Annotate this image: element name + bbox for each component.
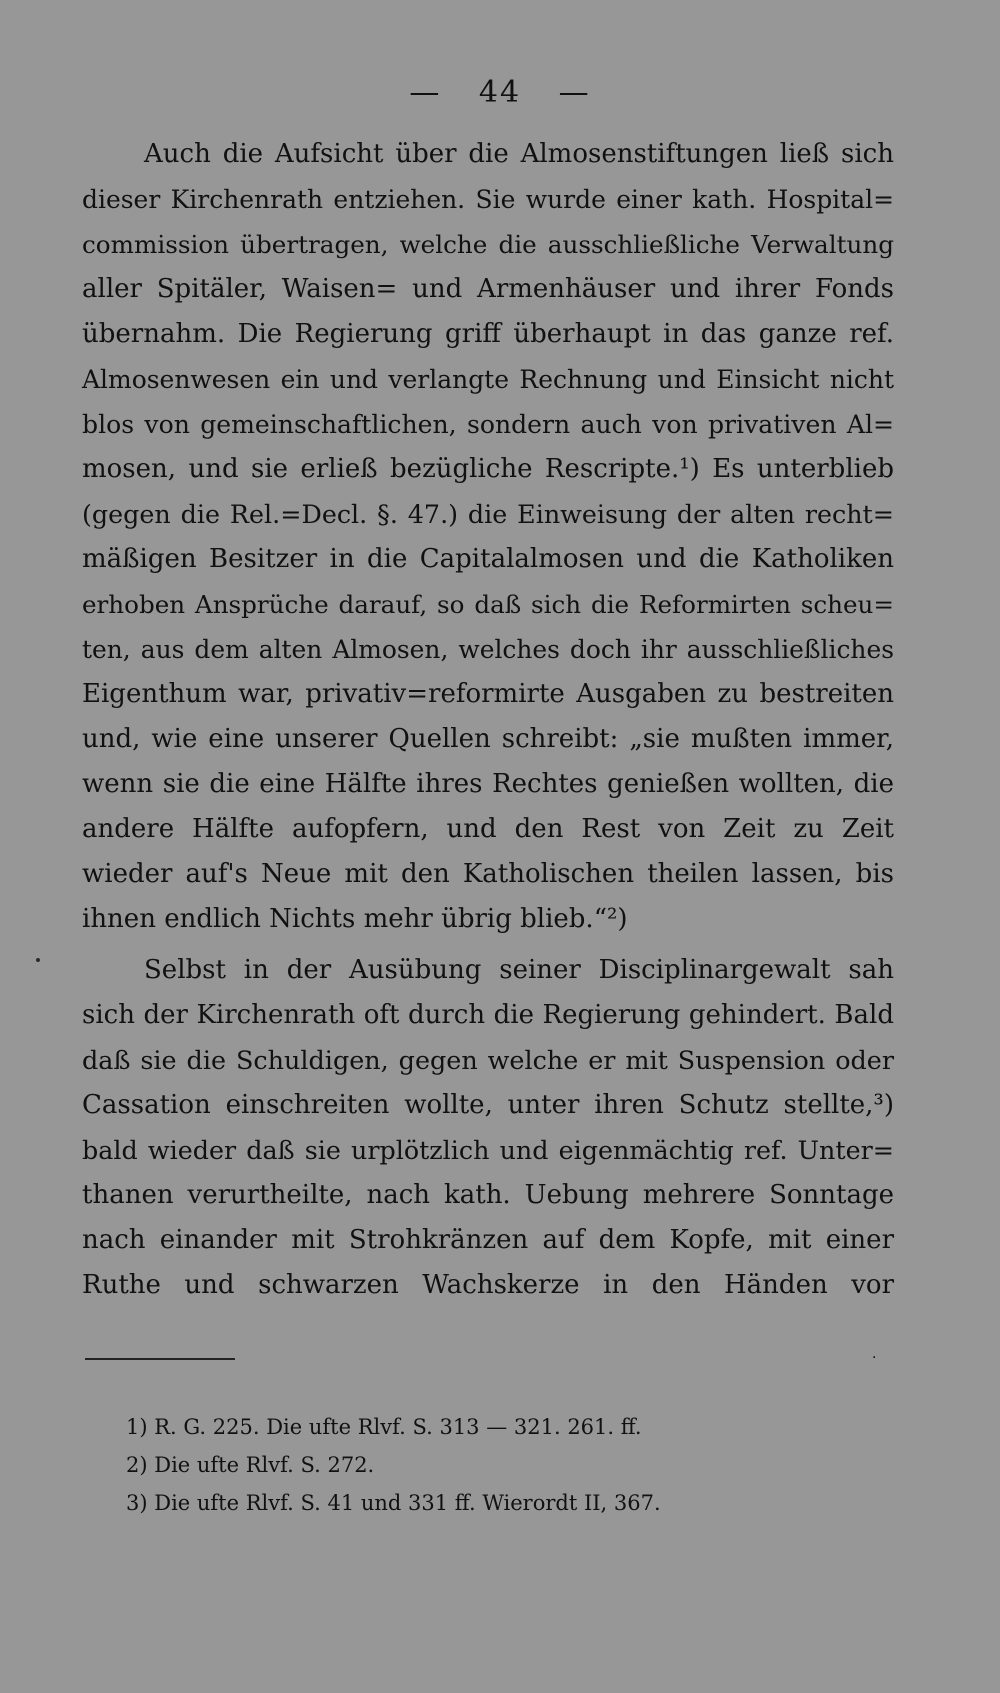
header-dash-left: —	[409, 75, 442, 110]
text-line: wenn sie die eine Hälfte ihres Rechtes genießen wollten, die	[82, 769, 894, 799]
text-line: mäßigen Besitzer in die Capitalalmosen und die Katholiken	[82, 544, 894, 574]
text-line: andere Hälfte aufopfern, und den Rest von Zeit zu Zeit	[82, 814, 894, 844]
footnote-rule	[85, 1358, 235, 1360]
text-line: erhoben Ansprüche darauf, so daß sich die Reformirten scheu=	[82, 590, 894, 619]
text-line: nach einander mit Strohkränzen auf dem Kopfe, mit einer	[82, 1225, 894, 1255]
print-speck	[36, 958, 40, 962]
footnote-1: 1) R. G. 225. Die ufte Rlvf. S. 313 — 321. 261. ff.	[126, 1415, 642, 1439]
text-line: Auch die Aufsicht über die Almosenstiftungen ließ sich	[144, 139, 894, 169]
text-line: wieder auf's Neue mit den Katholischen theilen lassen, bis	[82, 859, 894, 889]
text-line: daß sie die Schuldigen, gegen welche er mit Suspension oder	[82, 1045, 894, 1075]
text-line: (gegen die Rel.=Decl. §. 47.) die Einweisung der alten recht=	[82, 499, 894, 529]
text-line: und, wie eine unserer Quellen schreibt: „sie mußten immer,	[82, 724, 894, 754]
text-line: Almosenwesen ein und verlangte Rechnung und Einsicht nicht	[82, 365, 894, 394]
text-line: ihnen endlich Nichts mehr übrig blieb.“²)	[82, 904, 628, 934]
page-number: 44	[478, 75, 522, 110]
main-text	[82, 132, 894, 1308]
text-line: thanen verurtheilte, nach kath. Uebung mehrere Sonntage	[82, 1180, 894, 1210]
text-line: aller Spitäler, Waisen= und Armenhäuser und ihrer Fonds	[82, 274, 894, 304]
footnotes	[126, 1408, 826, 1522]
text-line: Ruthe und schwarzen Wachskerze in den Händen vor	[82, 1270, 894, 1300]
text-line: sich der Kirchenrath oft durch die Regierung gehindert. Bald	[82, 1000, 894, 1030]
text-line: bald wieder daß sie urplötzlich und eigenmächtig ref. Unter=	[82, 1135, 894, 1165]
text-line: Cassation einschreiten wollte, unter ihren Schutz stellte,³)	[82, 1090, 894, 1120]
text-line: Eigenthum war, privativ=reformirte Ausgaben zu bestreiten	[82, 679, 894, 709]
text-line: Selbst in der Ausübung seiner Disciplinargewalt sah	[144, 955, 894, 985]
footnote-3: 3) Die ufte Rlvf. S. 41 und 331 ff. Wierordt II, 367.	[126, 1491, 661, 1515]
text-line: mosen, und sie erließ bezügliche Rescripte.¹) Es unterblieb	[82, 454, 894, 484]
header-dash-right: —	[558, 75, 591, 110]
paragraph-2	[82, 948, 894, 1308]
page-header	[0, 68, 1000, 118]
text-line: dieser Kirchenrath entziehen. Sie wurde einer kath. Hospital=	[82, 185, 894, 214]
text-line: blos von gemeinschaftlichen, sondern auch von privativen Al=	[82, 410, 894, 439]
text-line: übernahm. Die Regierung griff überhaupt in das ganze ref.	[82, 319, 894, 349]
print-speck: ·	[872, 1350, 877, 1366]
footnote-2: 2) Die ufte Rlvf. S. 272.	[126, 1453, 375, 1477]
text-line: commission übertragen, welche die ausschließliche Verwaltung	[82, 230, 894, 259]
text-line: ten, aus dem alten Almosen, welches doch ihr ausschließliches	[82, 635, 894, 664]
paragraph-1	[82, 132, 894, 942]
